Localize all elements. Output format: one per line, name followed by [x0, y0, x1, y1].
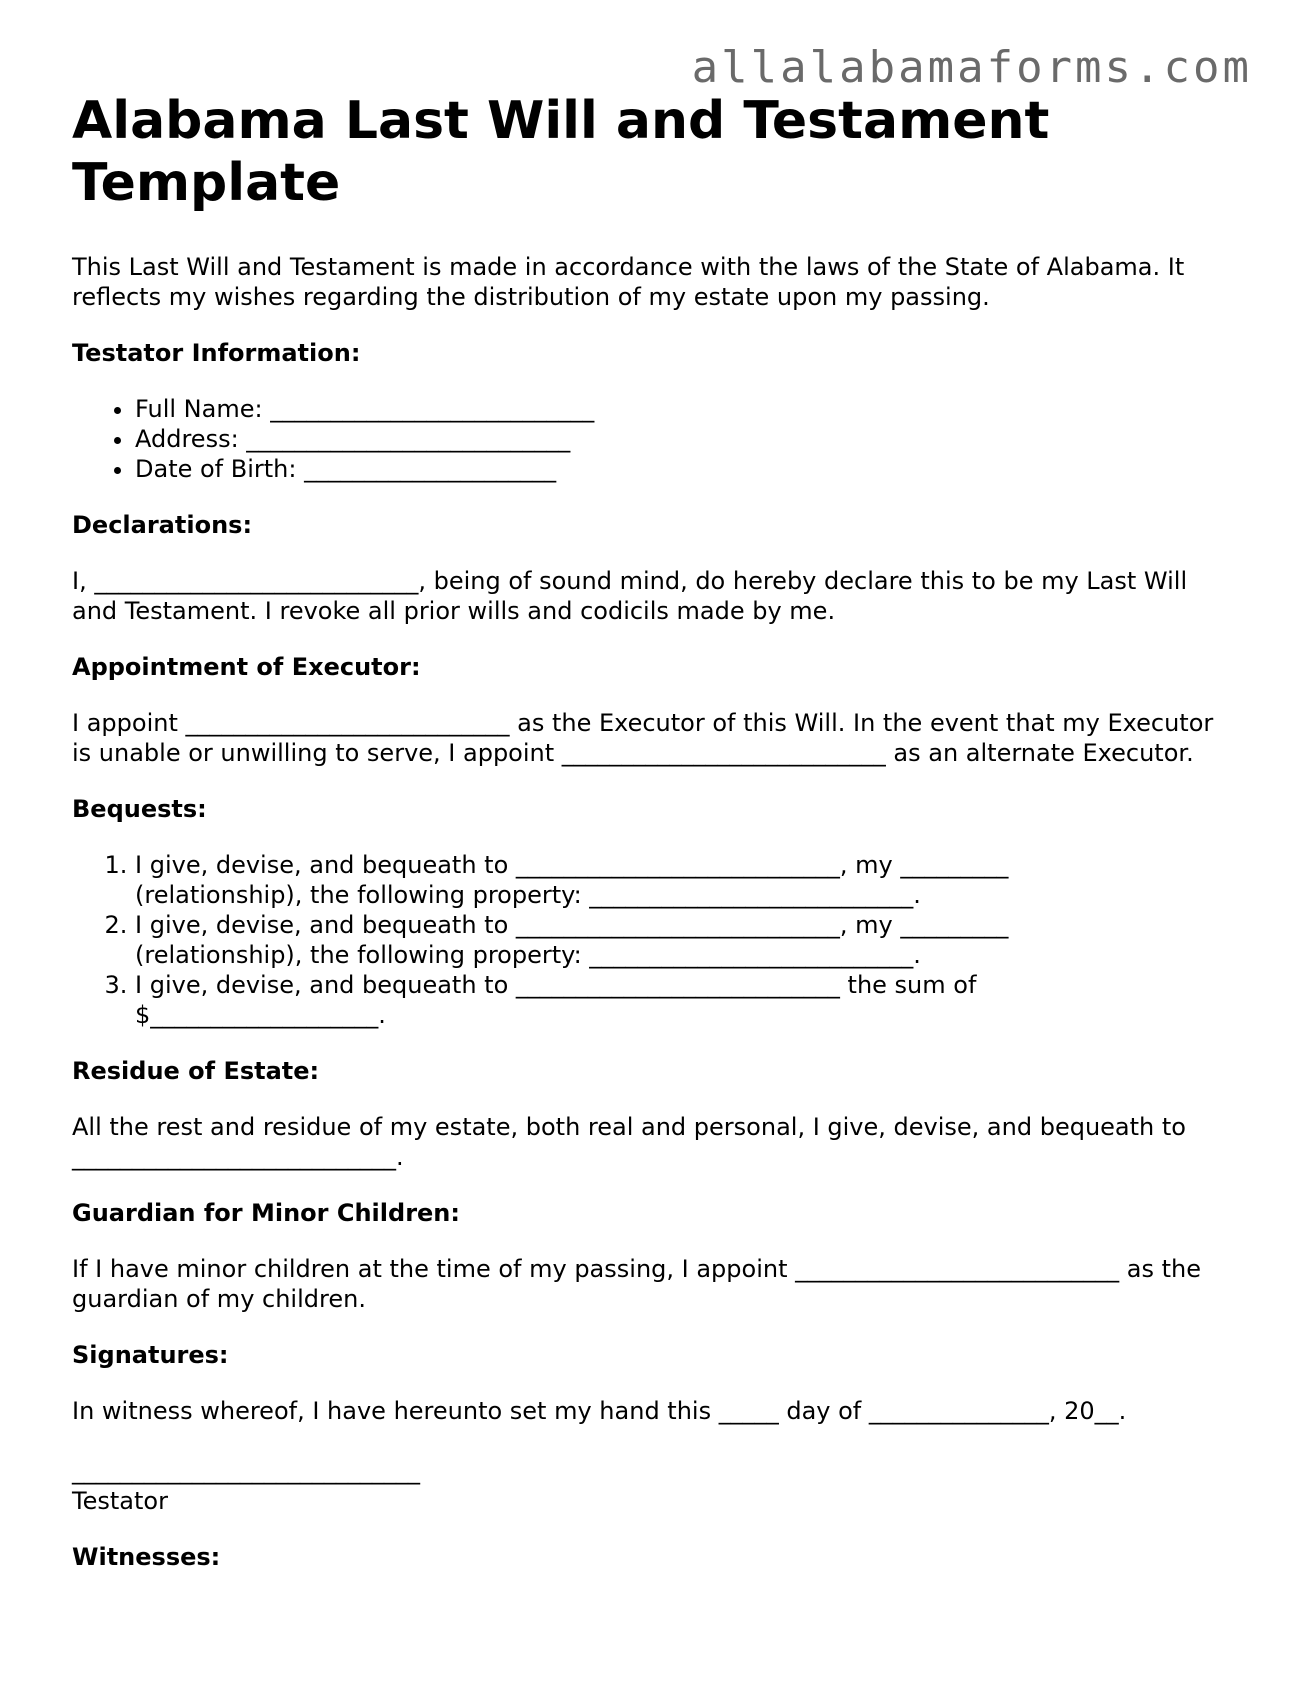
residue-text: All the rest and residue of my estate, both real and personal, I give, devise, and bequeath to ___________________________.: [72, 1113, 1186, 1171]
list-item: • Address: ___________________________: [135, 424, 1242, 454]
list-item: 3. I give, devise, and bequeath to ___________________________ the sum of $___________________.: [135, 970, 1065, 1030]
document-page: [72, 90, 1242, 1572]
executor-heading: Appointment of Executor:: [72, 653, 421, 681]
witnesses-heading: Witnesses:: [72, 1543, 221, 1571]
executor-text: I appoint ___________________________ as the Executor of this Will. In the event that my Executor is unable or unwilling to serve, I appoint ___________________________ as an alternate Executor.: [72, 709, 1214, 767]
declarations-heading: Declarations:: [72, 511, 253, 539]
list-item: • Date of Birth: _____________________: [135, 454, 1242, 484]
list-item: 2. I give, devise, and bequeath to ___________________________, my _________ (relationship), the following property: ___________________________.: [135, 910, 1065, 970]
guardian-text: If I have minor children at the time of my passing, I appoint ___________________________ as the guardian of my children.: [72, 1255, 1201, 1313]
testator-label: Testator: [72, 1487, 168, 1515]
list-item: • Full Name: ___________________________: [135, 394, 1242, 424]
testator-info-list: [72, 394, 1242, 484]
bequests-heading: Bequests:: [72, 795, 207, 823]
list-item: 1. I give, devise, and bequeath to ___________________________, my _________ (relationship), the following property: ___________________________.: [135, 850, 1065, 910]
site-watermark: allalabamaforms.com: [691, 42, 1252, 93]
intro-paragraph: This Last Will and Testament is made in accordance with the laws of the State of Alabama. It reflects my wishes regarding the distribution of my estate upon my passing.: [72, 253, 1185, 311]
bequests-list: [72, 850, 1235, 1030]
testator-info-heading: Testator Information:: [72, 339, 361, 367]
signatures-heading: Signatures:: [72, 1341, 229, 1369]
signatures-text: In witness whereof, I have hereunto set my hand this _____ day of _______________, 20__.: [72, 1397, 1127, 1425]
residue-heading: Residue of Estate:: [72, 1057, 320, 1085]
testator-signature-line: _____________________________: [72, 1457, 420, 1485]
guardian-heading: Guardian for Minor Children:: [72, 1199, 460, 1227]
document-title: Alabama Last Will and Testament Template: [72, 91, 1050, 213]
declarations-text: I, ___________________________, being of sound mind, do hereby declare this to be my Last Will and Testament. I revoke all prior wills and codicils made by me.: [72, 567, 1188, 625]
